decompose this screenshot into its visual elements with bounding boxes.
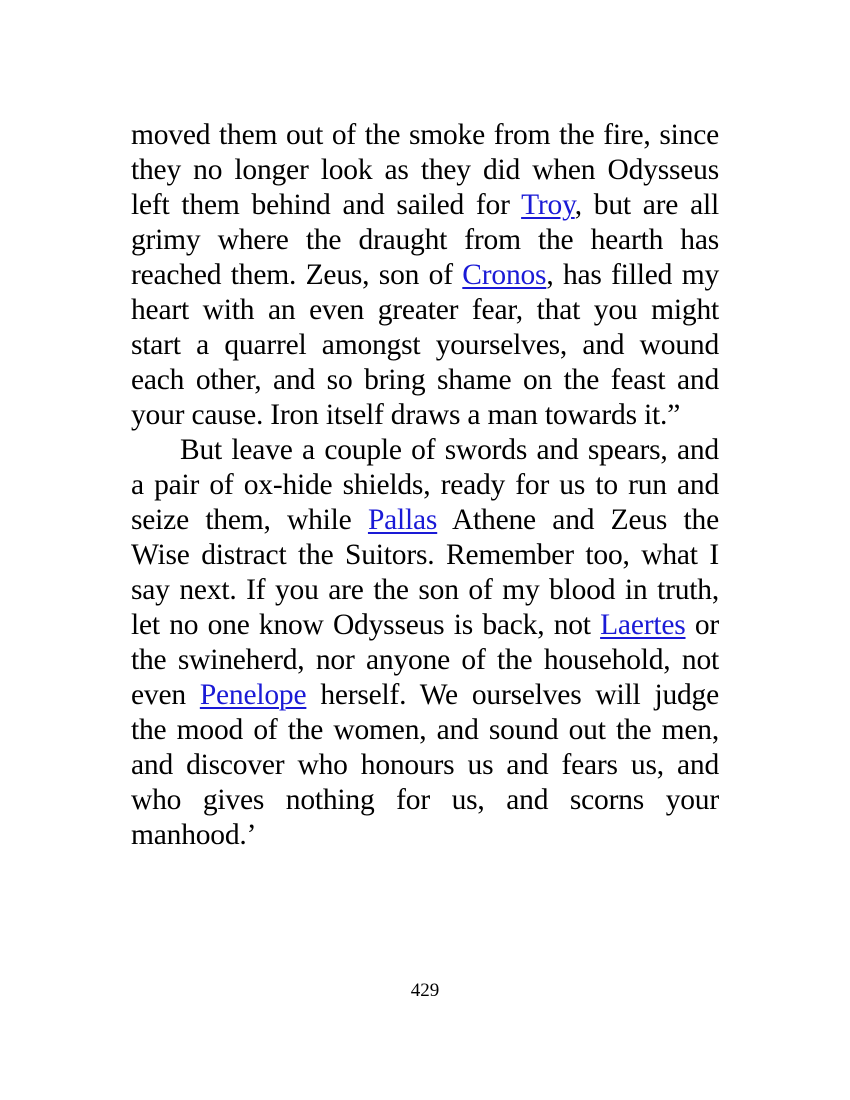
- link-troy[interactable]: Troy: [521, 189, 575, 221]
- text-run: But leave a couple of swords and spears, and a pair of ox-hide shields, ready for us to run and seize them, while: [131, 434, 719, 536]
- link-pallas[interactable]: Pallas: [367, 504, 438, 536]
- text-run: or the swineherd, nor anyone of the household, not even: [131, 609, 719, 711]
- text-run: , has filled my heart with an even greater fear, that you might start a quarrel amongst yourselves, and wound each other, and so bring shame on the feast and your cause. Iron itself draws a man towards it.”: [131, 259, 719, 431]
- text-run: herself. We ourselves will judge the mood of the women, and sound out the men, and discover who honours us and fears us, and who gives nothing for us, and scorns your manhood.’: [131, 679, 719, 851]
- text-run: Athene and Zeus the Wise distract the Suitors. Remember too, what I say next. If you are the son of my blood in truth, let no one know Odysseus is back, not: [131, 504, 719, 641]
- paragraph-continuation: [131, 118, 719, 433]
- body-text: [131, 118, 719, 853]
- link-penelope[interactable]: Penelope: [199, 679, 307, 711]
- paragraph-indented: [131, 433, 719, 853]
- page-number: 429: [410, 980, 440, 1001]
- text-run: moved them out of the smoke from the fire, since they no longer look as they did when Odysseus left them behind and sailed for: [131, 119, 719, 221]
- link-cronos[interactable]: Cronos: [462, 259, 547, 291]
- link-laertes[interactable]: Laertes: [600, 609, 686, 641]
- text-run: , but are all grimy where the draught from the hearth has reached them. Zeus, son of: [131, 189, 719, 291]
